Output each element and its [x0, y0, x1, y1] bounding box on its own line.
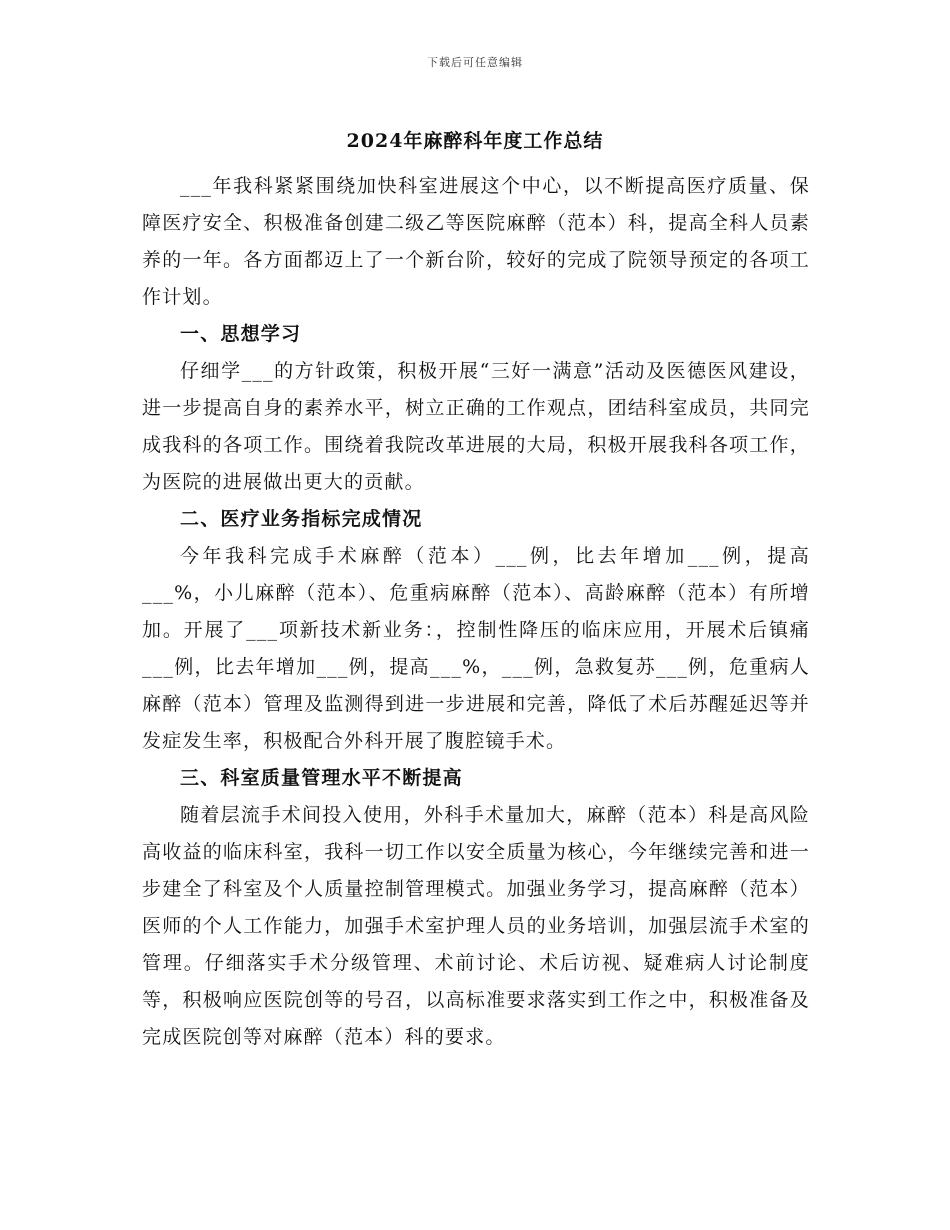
section-heading-quality-management: 三、科室质量管理水平不断提高	[180, 767, 463, 789]
section-body-ideology: 仔细学___的方针政策，积极开展“三好一满意”活动及医德医风建设，进一步提高自身的素养水平，树立正确的工作观点，团结科室成员，共同完成我科的各项工作。围绕着我院改革进展的大局，积极开展我科各项工作，为医院的进展做出更大的贡献。	[142, 360, 810, 493]
section-heading-medical-indicators: 二、医疗业务指标完成情况	[180, 508, 423, 530]
section-body-quality-management: 随着层流手术间投入使用，外科手术量加大，麻醉（范本）科是高风险高收益的临床科室，我科一切工作以安全质量为核心，今年继续完善和进一步建全了科室及个人质量控制管理模式。加强业务学习，提高麻醉（范本）医师的个人工作能力，加强手术室护理人员的业务培训，加强层流手术室的管理。仔细落实手术分级管理、术前讨论、术后访视、疑难病人讨论制度等，积极响应医院创等的号召，以高标准要求落实到工作之中，积极准备及完成医院创等对麻醉（范本）科的要求。	[142, 804, 810, 1048]
page-header-note: 下载后可任意编辑	[427, 56, 523, 69]
section-heading-ideology: 一、思想学习	[180, 323, 302, 345]
intro-paragraph: ___年我科紧紧围绕加快科室进展这个中心，以不断提高医疗质量、保障医疗安全、积极准备创建二级乙等医院麻醉（范本）科，提高全科人员素养的一年。各方面都迈上了一个新台阶，较好的完成了院领导预定的各项工作计划。	[142, 175, 810, 308]
section-body-medical-indicators: 今年我科完成手术麻醉（范本）___例，比去年增加___例，提高___%，小儿麻醉（范本）、危重病麻醉（范本）、高龄麻醉（范本）有所增加。开展了___项新技术新业务：，控制性降压的临床应用，开展术后镇痛___例，比去年增加___例，提高___%，___例，急救复苏___例，危重病人麻醉（范本）管理及监测得到进一步进展和完善，降低了术后苏醒延迟等并发症发生率，积极配合外科开展了腹腔镜手术。	[142, 545, 810, 752]
document-title: 2024年麻醉科年度工作总结	[346, 130, 604, 152]
document-body	[142, 168, 810, 1056]
